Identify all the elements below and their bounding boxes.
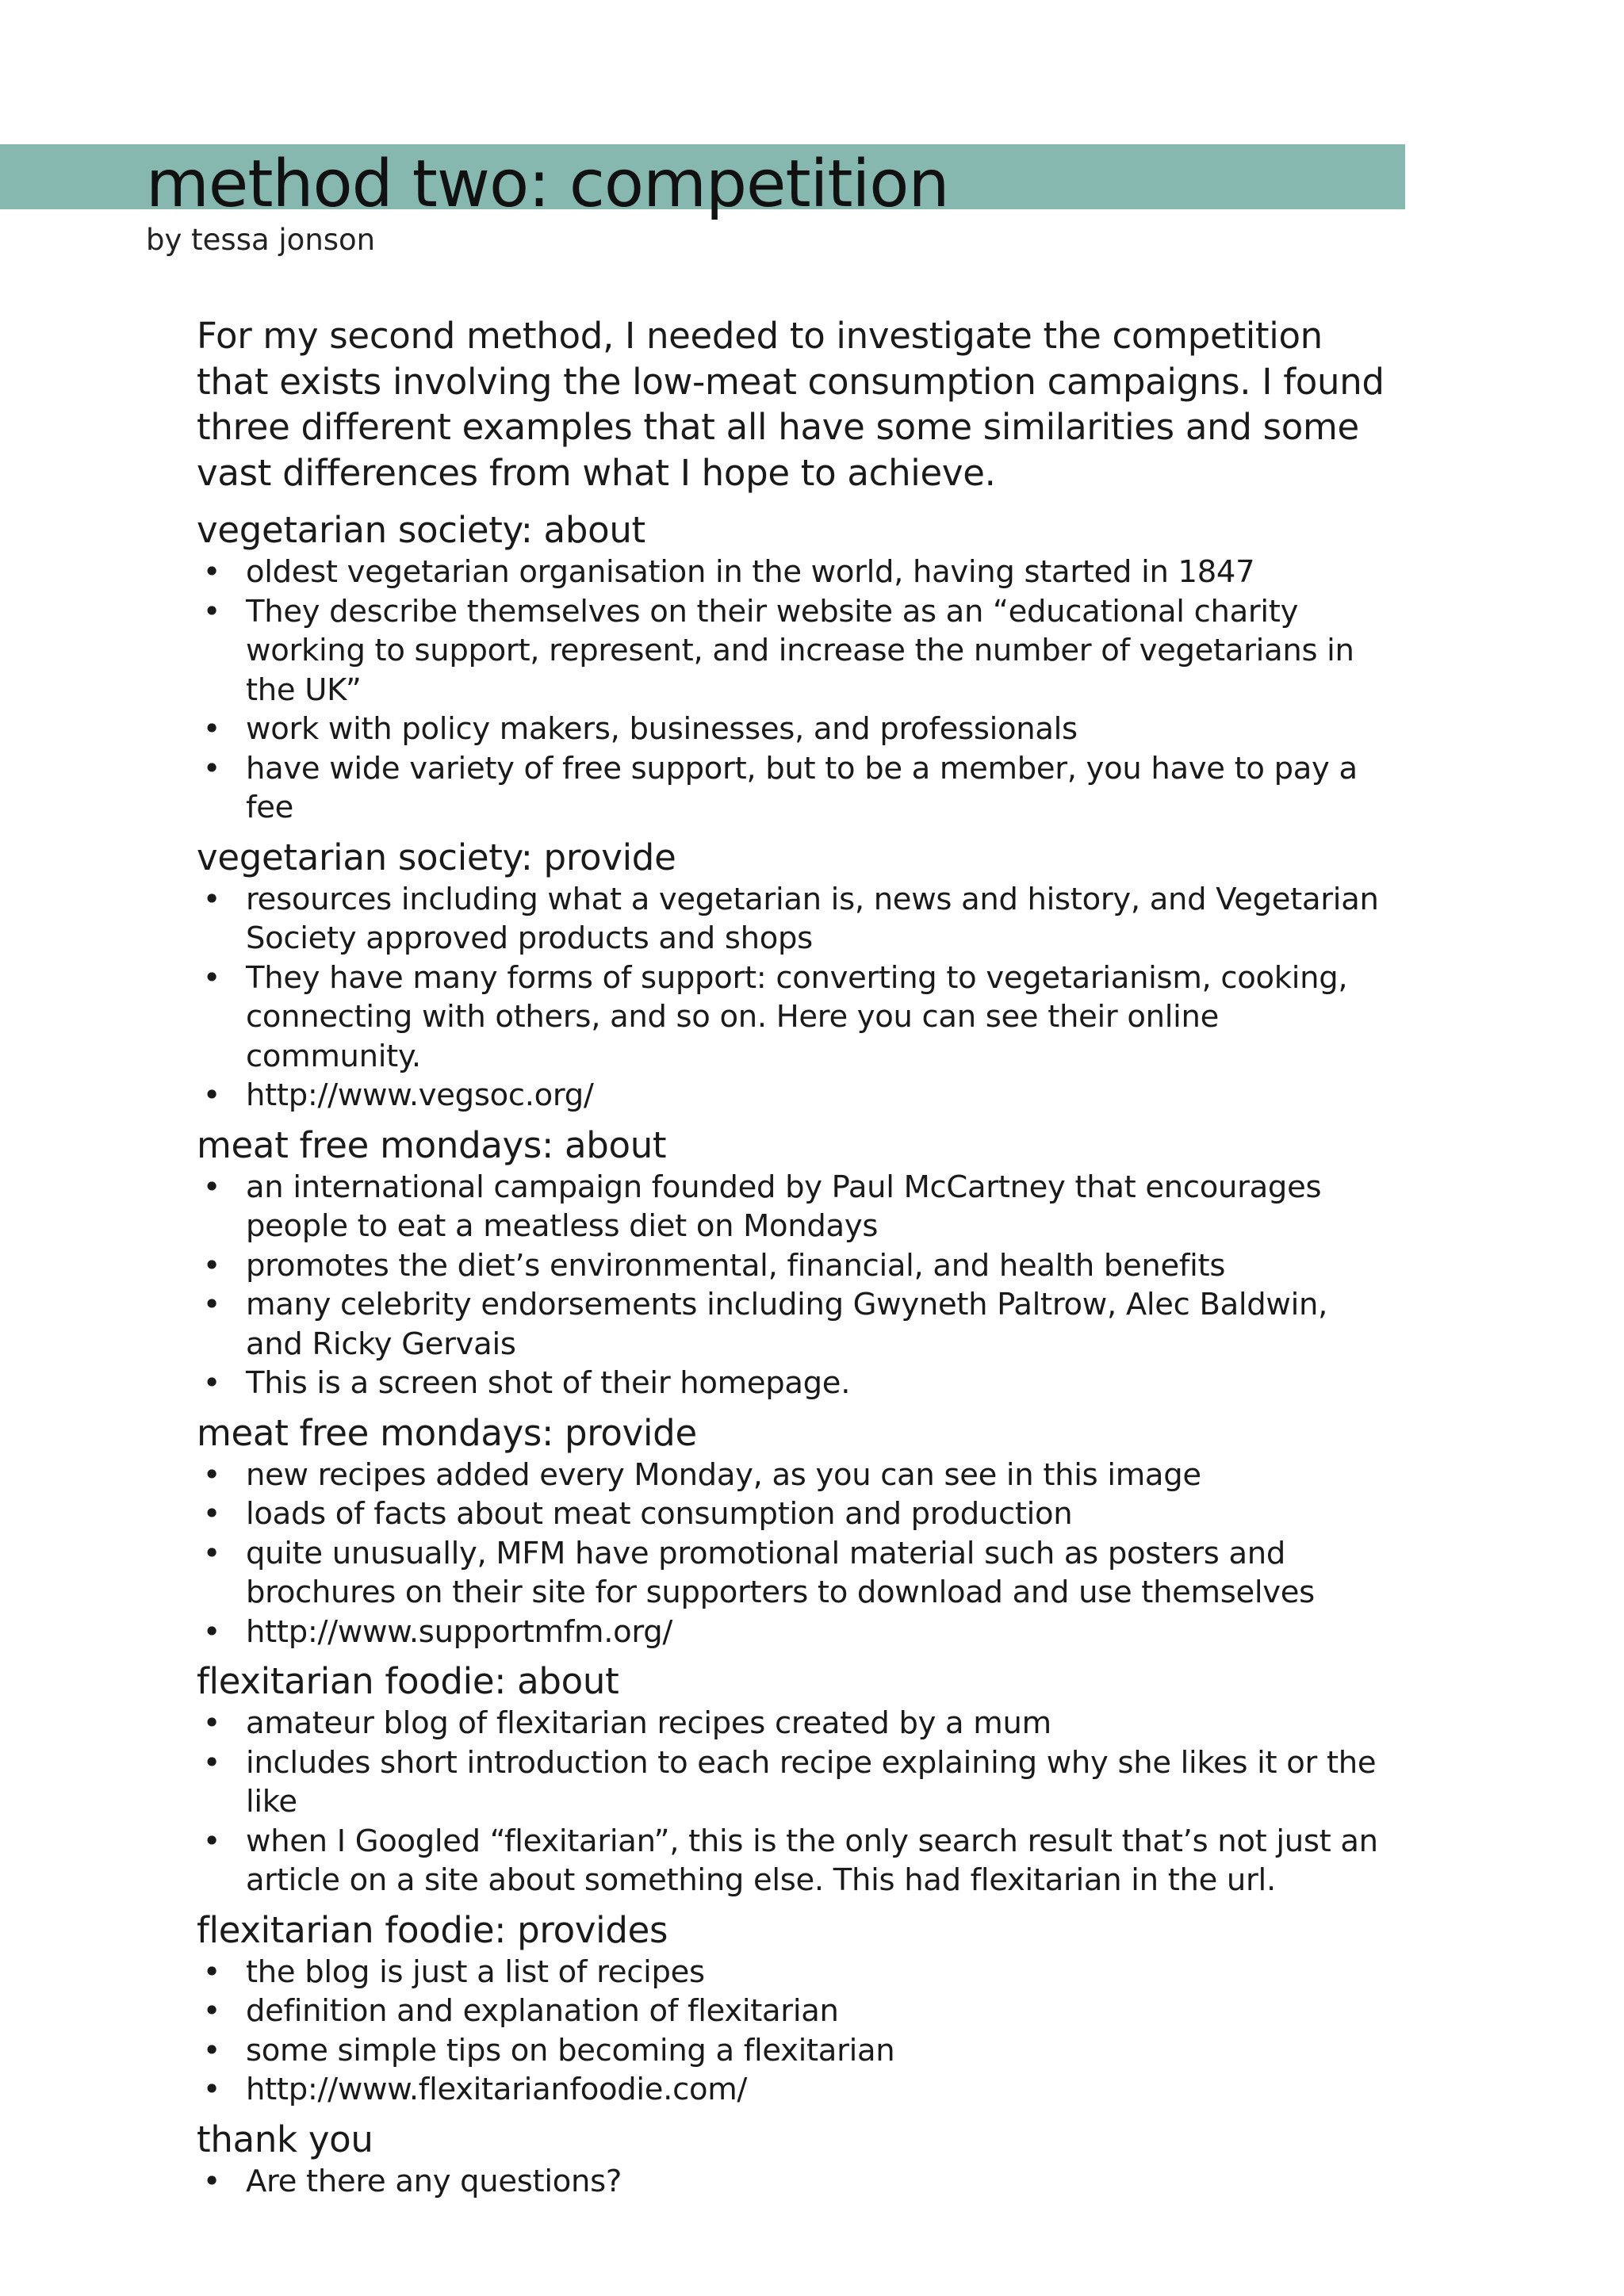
list-item-text: http://www.flexitarianfoodie.com/ [246,2072,748,2107]
bullet-list [197,880,1386,1115]
bullet-dot-icon: • [202,2032,221,2068]
content-section [197,1123,1386,1403]
list-item [197,553,1386,592]
list-item [197,1246,1386,1286]
list-item-text: loads of facts about meat consumption and production [246,1496,1073,1532]
list-item [197,1168,1386,1246]
bullet-list [197,2162,1386,2202]
list-item [197,1364,1386,1403]
list-item [197,2031,1386,2071]
list-item-text: some simple tips on becoming a flexitarian [246,2032,895,2068]
list-item-text: work with policy makers, businesses, and professionals [246,711,1078,747]
bullet-list [197,1704,1386,1900]
list-item [197,1285,1386,1364]
bullet-dot-icon: • [202,1247,221,1284]
content-section [197,508,1386,828]
content-section [197,1659,1386,1900]
list-item [197,2070,1386,2110]
bullet-dot-icon: • [202,1535,221,1571]
section-heading: flexitarian foodie: about [197,1660,619,1702]
list-item [197,1704,1386,1743]
content-section [197,836,1386,1115]
list-item-text: Are there any questions? [246,2163,622,2199]
list-item [197,1456,1386,1495]
list-item-text: an international campaign founded by Paul McCartney that encourages people to eat a meatless diet on Mondays [246,1169,1322,1244]
bullet-dot-icon: • [202,1365,221,1401]
list-item-text: resources including what a vegetarian is, news and history, and Vegetarian Society approved products and shops [246,881,1379,956]
list-item [197,959,1386,1077]
bullet-list [197,1168,1386,1403]
section-heading: vegetarian society: about [197,509,645,551]
list-item-text: They describe themselves on their website as an “educational charity working to support, represent, and increase the number of vegetarians in the UK” [246,593,1354,708]
intro-paragraph: For my second method, I needed to investigate the competition that exists involving the low-meat consumption campaigns. I found three different examples that all have some similarities and some vast differences from what I hope to achieve. [197,315,1385,494]
bullet-list [197,553,1386,828]
bullet-dot-icon: • [202,1954,221,1990]
list-item [197,880,1386,959]
list-item [197,1992,1386,2031]
content-section [197,1908,1386,2110]
section-heading: thank you [197,2118,373,2160]
list-item-text: http://www.supportmfm.org/ [246,1613,673,1650]
bullet-dot-icon: • [202,1077,221,1113]
bullet-dot-icon: • [202,959,221,996]
list-item-text: http://www.vegsoc.org/ [246,1077,594,1113]
bullet-dot-icon: • [202,1456,221,1493]
list-item-text: amateur blog of flexitarian recipes created by a mum [246,1705,1051,1741]
bullet-dot-icon: • [202,1744,221,1781]
bullet-dot-icon: • [202,750,221,786]
bullet-list [197,1953,1386,2110]
bullet-dot-icon: • [202,2163,221,2199]
content-section [197,1411,1386,1652]
bullet-dot-icon: • [202,1169,221,1205]
list-item [197,1494,1386,1534]
bullet-dot-icon: • [202,1823,221,1859]
bullet-dot-icon: • [202,554,221,590]
author-byline: by tessa jonson [146,223,376,257]
bullet-dot-icon: • [202,1705,221,1741]
list-item-text: They have many forms of support: converting to vegetarianism, cooking, connecting with others, and so on. Here you can see their online community. [246,959,1348,1074]
list-item [197,1953,1386,1992]
list-item [197,1534,1386,1613]
section-heading: meat free mondays: provide [197,1411,697,1454]
section-heading: vegetarian society: provide [197,836,676,878]
list-item [197,1822,1386,1900]
list-item-text: quite unusually, MFM have promotional material such as posters and brochures on their site for supporters to download and use themselves [246,1535,1315,1610]
list-item [197,592,1386,710]
list-item [197,1076,1386,1115]
section-heading: flexitarian foodie: provides [197,1908,668,1951]
bullet-dot-icon: • [202,593,221,629]
document-body [197,313,1386,2209]
page-title: method two: competition [146,147,949,222]
list-item-text: many celebrity endorsements including Gwyneth Paltrow, Alec Baldwin, and Ricky Gervais [246,1287,1328,1362]
list-item-text: This is a screen shot of their homepage. [246,1365,851,1401]
list-item-text: includes short introduction to each recipe explaining why she likes it or the like [246,1744,1377,1820]
list-item-text: new recipes added every Monday, as you can see in this image [246,1456,1201,1493]
bullet-dot-icon: • [202,1287,221,1322]
list-item-text: the blog is just a list of recipes [246,1954,705,1990]
bullet-list [197,1456,1386,1652]
list-item-text: definition and explanation of flexitarian [246,1993,839,2029]
list-item-text: oldest vegetarian organisation in the world, having started in 1847 [246,554,1255,590]
list-item [197,749,1386,828]
list-item-text: have wide variety of free support, but to be a member, you have to pay a fee [246,750,1358,825]
bullet-dot-icon: • [202,1613,221,1650]
bullet-dot-icon: • [202,1496,221,1532]
bullet-dot-icon: • [202,711,221,747]
content-section [197,2118,1386,2202]
sections-container [197,508,1386,2201]
list-item [197,2162,1386,2202]
list-item [197,1613,1386,1652]
list-item-text: promotes the diet’s environmental, financial, and health benefits [246,1247,1226,1284]
list-item [197,710,1386,749]
list-item [197,1743,1386,1822]
bullet-dot-icon: • [202,1993,221,2029]
list-item-text: when I Googled “flexitarian”, this is the only search result that’s not just an article on a site about something else. This had flexitarian in the url. [246,1823,1378,1898]
section-heading: meat free mondays: about [197,1123,667,1166]
bullet-dot-icon: • [202,2072,221,2107]
bullet-dot-icon: • [202,881,221,917]
